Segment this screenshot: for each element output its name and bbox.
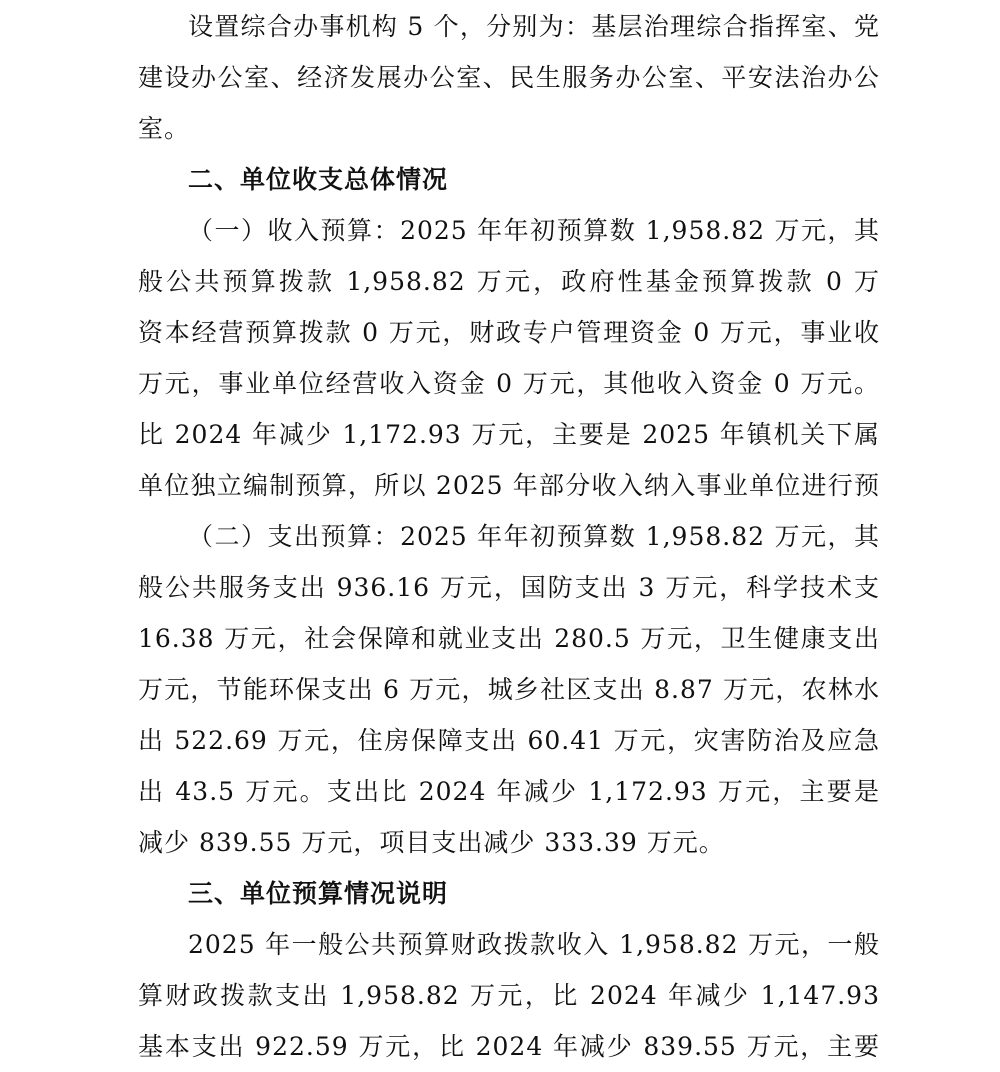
paragraph-line: 万元，节能环保支出 6 万元，城乡社区支出 8.87 万元，农林水 [138, 675, 880, 704]
section-heading-2: 二、单位收支总体情况 [188, 165, 449, 194]
paragraph-line: 算财政拨款支出 1,958.82 万元，比 2024 年减少 1,147.93 [138, 981, 880, 1010]
paragraph-line: 基本支出 922.59 万元，比 2024 年减少 839.55 万元，主要 [138, 1032, 880, 1061]
document-page [138, 0, 880, 1072]
paragraph-line: 万元，事业单位经营收入资金 0 万元，其他收入资金 0 万元。 [138, 369, 880, 398]
paragraph-line: 16.38 万元，社会保障和就业支出 280.5 万元，卫生健康支出 [138, 624, 880, 653]
paragraph-line: 室。 [138, 114, 191, 143]
paragraph-line: 减少 839.55 万元，项目支出减少 333.39 万元。 [138, 828, 725, 857]
paragraph-line: （一）收入预算：2025 年年初预算数 1,958.82 万元，其 [188, 216, 880, 245]
paragraph-line: 出 43.5 万元。支出比 2024 年减少 1,172.93 万元，主要是 [138, 777, 880, 806]
paragraph-line: 资本经营预算拨款 0 万元，财政专户管理资金 0 万元，事业收 [138, 318, 880, 347]
paragraph-line: （二）支出预算：2025 年年初预算数 1,958.82 万元，其 [188, 522, 880, 551]
section-heading-3: 三、单位预算情况说明 [188, 879, 449, 908]
paragraph-line: 2025 年一般公共预算财政拨款收入 1,958.82 万元，一般 [188, 930, 880, 959]
paragraph-line: 比 2024 年减少 1,172.93 万元，主要是 2025 年镇机关下属 [138, 420, 880, 449]
paragraph-line: 般公共预算拨款 1,958.82 万元，政府性基金预算拨款 0 万 [138, 267, 880, 296]
paragraph-line: 出 522.69 万元，住房保障支出 60.41 万元，灾害防治及应急 [138, 726, 880, 755]
paragraph-line: 设置综合办事机构 5 个，分别为：基层治理综合指挥室、党 [188, 12, 880, 41]
paragraph-line: 般公共服务支出 936.16 万元，国防支出 3 万元，科学技术支 [138, 573, 880, 602]
paragraph-line: 单位独立编制预算，所以 2025 年部分收入纳入事业单位进行预 [138, 471, 880, 500]
paragraph-line: 建设办公室、经济发展办公室、民生服务办公室、平安法治办公 [138, 63, 880, 92]
